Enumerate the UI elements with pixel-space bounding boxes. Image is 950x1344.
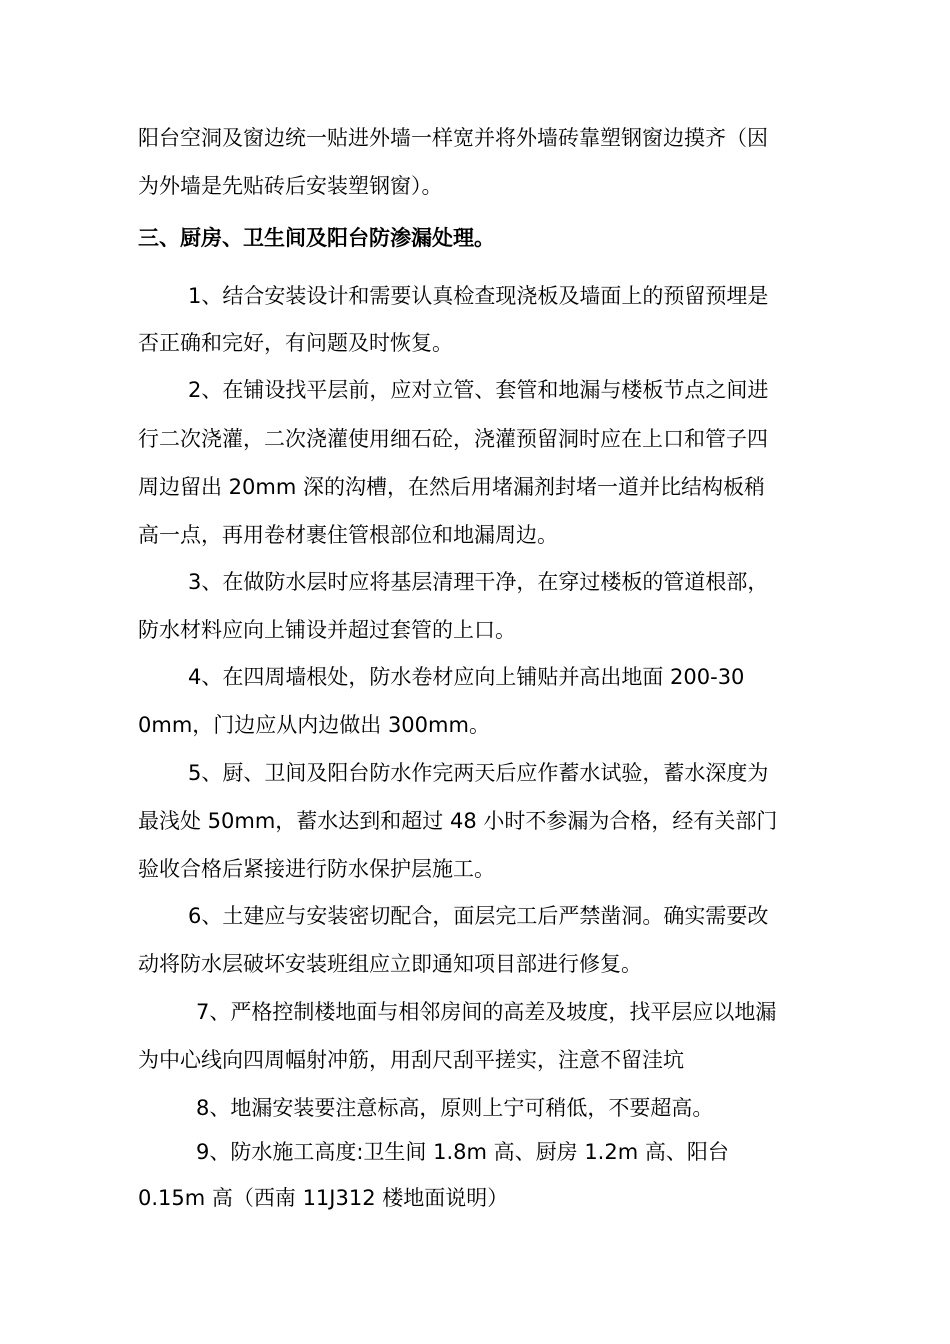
text-line: 3、在做防水层时应将基层清理干净，在穿过楼板的管道根部，: [188, 570, 769, 594]
text-line: 7、严格控制楼地面与相邻房间的高差及坡度，找平层应以地漏: [196, 1000, 777, 1024]
text-line: 最浅处 50mm，蓄水达到和超过 48 小时不参漏为合格，经有关部门: [138, 809, 778, 833]
text-line: 动将防水层破坏安装班组应立即通知项目部进行修复。: [138, 952, 642, 976]
text-line: 0.15m 高（西南 11J312 楼地面说明）: [138, 1186, 509, 1210]
text-line: 周边留出 20mm 深的沟槽，在然后用堵漏剂封堵一道并比结构板稍: [138, 475, 765, 499]
text-line: 为中心线向四周幅射冲筋，用刮尺刮平搓实，注意不留洼坑: [138, 1048, 684, 1072]
text-line: 阳台空洞及窗边统一贴进外墙一样宽并将外墙砖靠塑钢窗边摸齐（因: [138, 126, 768, 150]
text-line: 4、在四周墙根处，防水卷材应向上铺贴并高出地面 200-30: [188, 665, 745, 689]
text-line: 否正确和完好，有问题及时恢复。: [138, 331, 453, 355]
text-line: 8、地漏安装要注意标高，原则上宁可稍低，不要超高。: [196, 1096, 714, 1120]
section-heading: 三、厨房、卫生间及阳台防渗漏处理。: [138, 226, 495, 250]
text-line: 防水材料应向上铺设并超过套管的上口。: [138, 618, 516, 642]
text-line: 验收合格后紧接进行防水保护层施工。: [138, 857, 495, 881]
text-line: 1、结合安装设计和需要认真检查现浇板及墙面上的预留预埋是: [188, 284, 769, 308]
text-line: 5、厨、卫间及阳台防水作完两天后应作蓄水试验，蓄水深度为: [188, 761, 769, 785]
text-line: 高一点，再用卷材裹住管根部位和地漏周边。: [138, 523, 558, 547]
text-line: 2、在铺设找平层前，应对立管、套管和地漏与楼板节点之间进: [188, 378, 769, 402]
text-line: 行二次浇灌，二次浇灌使用细石砼，浇灌预留洞时应在上口和管子四: [138, 427, 768, 451]
text-line: 为外墙是先贴砖后安装塑钢窗）。: [138, 174, 443, 198]
text-line: 0mm，门边应从内边做出 300mm。: [138, 713, 490, 737]
text-line: 6、土建应与安装密切配合，面层完工后严禁凿洞。确实需要改: [188, 904, 769, 928]
text-line: 9、防水施工高度:卫生间 1.8m 高、厨房 1.2m 高、阳台: [196, 1140, 729, 1164]
